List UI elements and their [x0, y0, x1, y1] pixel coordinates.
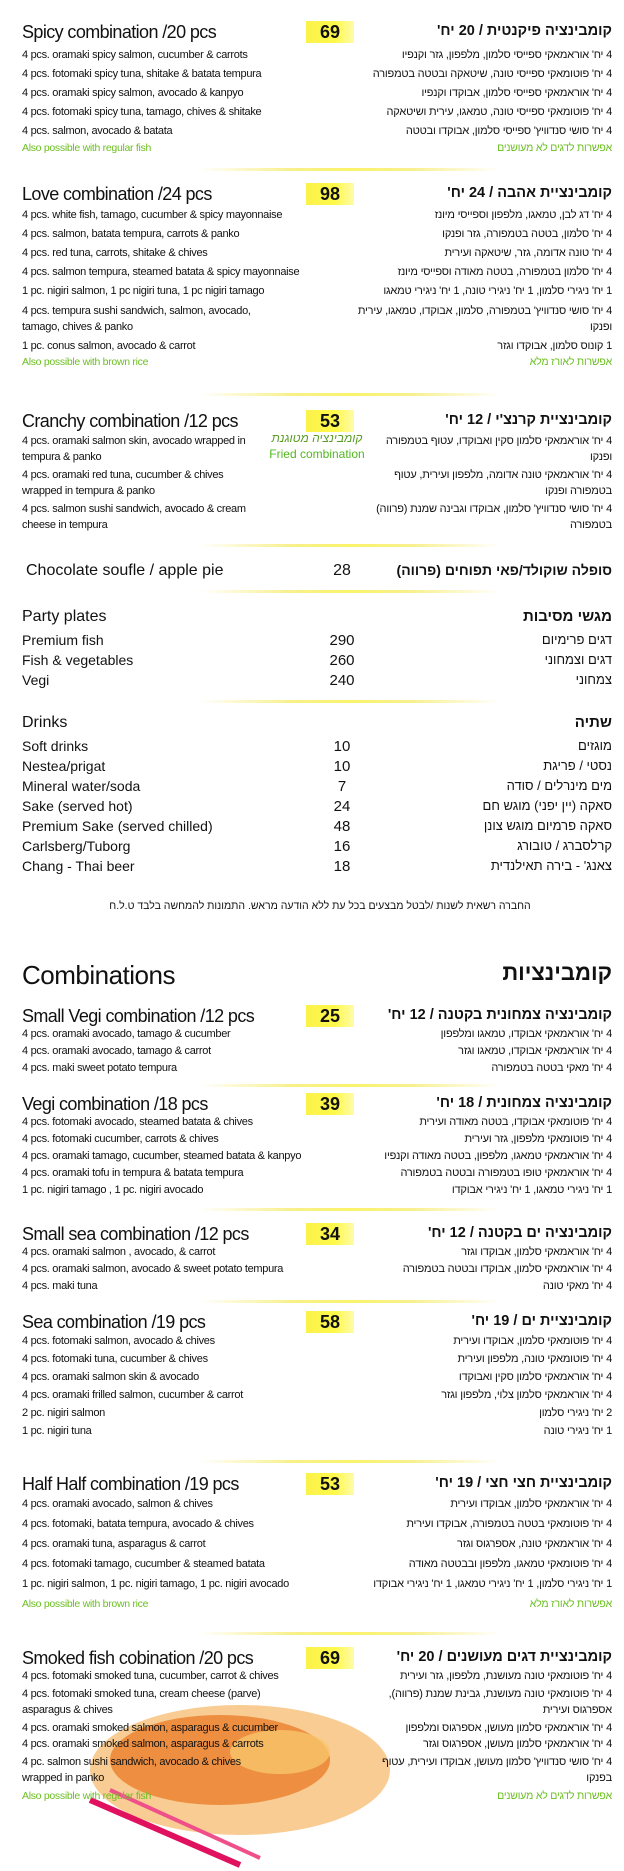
- menu-item-he: 1 יח' ניגירי טונה: [543, 1425, 612, 1437]
- section-title: Cranchy combination /12 pcs: [22, 411, 238, 431]
- row-label: Fish & vegetables: [22, 652, 134, 668]
- menu-item: 4 pcs. oramaki salmon skin & avocado: [22, 1371, 199, 1383]
- menu-item-he: 4 יח' אוראמאקי סלמון, אבוקדו ובטטה בטמפורה: [402, 1263, 612, 1275]
- drinks-title: Drinks: [22, 714, 68, 731]
- menu-item-he: 4 יח' אוראמאקי סלמון מעושן, אספרגוס וגזר: [422, 1738, 612, 1750]
- party-row: [22, 652, 612, 672]
- menu-item-he: 1 יח' ניגירי טמאגו, 1 יח' ניגירי אבוקדו: [451, 1184, 612, 1196]
- row-price: 24: [333, 798, 351, 815]
- menu-item: 4 pcs. oramaki red tuna, cucumber & chives wrapped in tempura & panko: [22, 469, 224, 497]
- menu-item-he: 4 יח' סושי סנדוויץ' סלמון, אבוקדו וגבינה שמנת (פרווה) בטמפורה: [376, 503, 612, 531]
- row-price: 16: [333, 838, 351, 855]
- menu-item-he: 4 יח' אוראמאקי סלמון מעושן, אספרגוס ומלפפון: [405, 1722, 612, 1734]
- drink-row: [22, 798, 612, 818]
- menu-item-he: 4 יח' פוטומאקי בטטה בטמפורה, אבוקדו ועירית: [406, 1518, 612, 1530]
- menu-item: 4 pcs. red tuna, carrots, shitake & chives: [22, 247, 208, 259]
- party-header: [22, 608, 612, 630]
- items-he: [350, 206, 612, 368]
- section-title: Vegi combination /18 pcs: [22, 1094, 208, 1114]
- menu-item-he: 1 קונוס סלמון, אבוקדו וגזר: [497, 340, 612, 352]
- divider: [200, 590, 500, 593]
- note-he: אפשרות לדגים לא מעושנים: [497, 1790, 612, 1802]
- menu-item-he: 4 יח' סושי סנדוויץ' סלמון מעושן, אבוקדו ועירית, עטוף בפנקו: [381, 1756, 612, 1784]
- menu-item-he: 4 יח' אוראמאקי טונה, אספרגוס וגזר: [457, 1538, 612, 1550]
- menu-item-he: 4 יח' אוראמאקי טונה אדומה, מלפפון ועירית, עטוף בטמפורה ופנקו: [394, 469, 612, 497]
- items-en: [22, 206, 322, 368]
- menu-item-he: 4 יח' אוראמאקי סלמון צלוי, מלפפון וגזר: [441, 1389, 612, 1401]
- menu-item: 4 pcs. oramaki salmon skin, avocado wrapped in tempura & panko: [22, 435, 246, 463]
- menu-item-he: 4 יח' סושי סנדוויץ' ספייסי סלמון, אבוקדו ובטטה: [405, 125, 612, 137]
- disclaimer: החברה רשאית לשנות /לבטל מבצעים בכל עת ללא הודעה מראש. התמונות להמחשה בלבד ט.ל.ח: [109, 900, 531, 912]
- note: Also possible with brown rice: [22, 356, 149, 368]
- fried-label-en: Fried combination: [269, 447, 365, 461]
- section-title: Smoked fish cobination /20 pcs: [22, 1648, 254, 1668]
- price-badge: 39: [306, 1093, 354, 1115]
- section-title-he: קומבינציית דגים מעושנים / 20 יח': [396, 1649, 612, 1665]
- dessert-row: [22, 562, 612, 582]
- menu-item: 4 pcs. salmon sushi sandwich, avocado & cream cheese in tempura: [22, 503, 246, 531]
- note-he: אפשרות לאורז מלא: [529, 1598, 612, 1610]
- note-he: אפשרות לדגים לא מעושנים: [497, 142, 612, 154]
- row-price: 10: [333, 738, 351, 755]
- note: Also possible with regular fish: [22, 1790, 152, 1802]
- price-badge: 98: [306, 183, 354, 205]
- row-price: 48: [333, 818, 351, 835]
- dessert-price: 28: [333, 562, 351, 579]
- section-title-he: קומבינציה צמחונית / 18 יח': [436, 1095, 612, 1111]
- fried-label-he: קומבינציה מטוגנת: [271, 431, 363, 445]
- menu-item: 4 pcs. salmon tempura, steamed batata & spicy mayonnaise: [22, 266, 300, 278]
- row-label: Mineral water/soda: [22, 778, 141, 794]
- menu-item: 4 pcs. fotomaki tuna, cucumber & chives: [22, 1353, 208, 1365]
- menu-item: 4 pcs. oramaki frilled salmon, cucumber & carrot: [22, 1389, 243, 1401]
- row-label: Carlsberg/Tuborg: [22, 838, 131, 854]
- menu-item-he: 4 יח' דג לבן, טמאגו, מלפפון וספייסי מיונז: [434, 209, 612, 221]
- combinations-title-he: קומבינציות: [502, 960, 612, 985]
- menu-item-he: 4 יח' פוטומאקי מלפפון, גזר ועירית: [464, 1133, 612, 1145]
- row-label-he: קרלסברג / טובורג: [517, 838, 612, 853]
- party-title: Party plates: [22, 608, 107, 625]
- menu-item: 4 pcs. oramaki avocado, salmon & chives: [22, 1498, 213, 1510]
- section-title: Love combination /24 pcs: [22, 184, 212, 204]
- divider: [200, 168, 500, 171]
- menu-item-he: 4 יח' אוראמאקי סלמון, אבוקדו ועירית: [450, 1498, 612, 1510]
- section-title: Small sea combination /12 pcs: [22, 1224, 249, 1244]
- section-title: Spicy combination /20 pcs: [22, 22, 217, 42]
- menu-item-he: 4 יח' אוראמאקי סלמון סקין ואבוקדו: [458, 1371, 612, 1383]
- menu-item-he: 4 יח' אוראמאקי ספייסי סלמון, מלפפון, גזר וקנפיו: [401, 49, 612, 61]
- menu-item: 4 pcs. fotomaki smoked tuna, cucumber, carrot & chives: [22, 1670, 279, 1682]
- menu-item-he: 4 יח' פוטומאקי טונה מעושנת, מלפפון, גזר ועירית: [399, 1670, 612, 1682]
- divider: [200, 1460, 500, 1463]
- section-title: Small Vegi combination /12 pcs: [22, 1006, 255, 1026]
- drinks-header: [22, 714, 612, 736]
- menu-item: 4 pcs. oramaki smoked salmon, asparagus & carrots: [22, 1738, 264, 1750]
- drink-row: [22, 738, 612, 758]
- menu-item: 4 pcs. oramaki spicy salmon, avocado & kanpyo: [22, 87, 244, 99]
- divider: [200, 544, 500, 547]
- menu-item-he: 4 יח' מאקי טונה: [542, 1280, 612, 1292]
- menu-item-he: 4 יח' אוראמאקי ספייסי סלמון, אבוקדו וקנפיו: [421, 87, 612, 99]
- items-he: [350, 1026, 612, 1077]
- menu-item-he: 4 יח' אוראמאקי אבוקדו, טמאגו וגזר: [458, 1045, 612, 1057]
- row-label-he: צמחוני: [575, 672, 612, 687]
- drink-row: [22, 858, 612, 878]
- price-badge: 53: [306, 410, 354, 432]
- party-row: [22, 632, 612, 652]
- section-title: Half Half combination /19 pcs: [22, 1474, 239, 1494]
- price-badge: 25: [306, 1005, 354, 1027]
- menu-item: 1 pc. nigiri salmon, 1 pc. nigiri tamago, 1 pc. nigiri avocado: [22, 1578, 289, 1590]
- section-title-he: קומבינציית ים / 19 יח': [471, 1313, 612, 1329]
- menu-item-he: 2 יח' ניגירי סלמון: [539, 1407, 612, 1419]
- row-price: 290: [329, 632, 355, 649]
- row-label: Vegi: [22, 672, 50, 688]
- items-he: [350, 1114, 612, 1199]
- row-label-he: צאנג' - בירה תאילנדית: [490, 858, 612, 873]
- dessert-name-he: סופלה שוקולד/פאי תפוחים (פרווה): [396, 562, 612, 578]
- menu-item: 4 pcs. fotomaki, batata tempura, avocado & chives: [22, 1518, 254, 1530]
- row-label: Premium Sake (served chilled): [22, 818, 213, 834]
- items-he: [360, 1668, 612, 1804]
- divider: [200, 700, 500, 703]
- row-label: Sake (served hot): [22, 798, 133, 814]
- menu-item: 1 pc. conus salmon, avocado & carrot: [22, 340, 196, 352]
- items-he: [364, 431, 612, 535]
- menu-item: 4 pcs. tempura sushi sandwich, salmon, avocado, tamago, chives & panko: [22, 305, 251, 333]
- items-en: [22, 1244, 322, 1295]
- menu-item-he: 4 יח' סושי סנדוויץ' בטמפורה, סלמון, אבוקדו, טמאגו, עירית ופנקו: [357, 305, 612, 333]
- drink-row: [22, 818, 612, 838]
- menu-item-he: 4 יח' אוראמאקי טמאגו, מלפפון, בטטה מאודה וקנפיו: [384, 1150, 612, 1162]
- section-title-he: קומבינציה פיקנטית / 20 יח': [436, 23, 612, 39]
- drink-row: [22, 758, 612, 778]
- menu-item-he: 4 יח' אוראמאקי סלמון סקין ואבוקדו, עטוף בטמפורה ופנקו: [385, 435, 612, 463]
- menu-item-he: 4 יח' פוטומאקי טונה, מלפפון ועירית: [457, 1353, 612, 1365]
- menu-item: 4 pcs. oramaki salmon, avocado & sweet potato tempura: [22, 1263, 284, 1275]
- menu-item: 4 pcs. maki sweet potato tempura: [22, 1062, 177, 1074]
- price-badge: 53: [306, 1473, 354, 1495]
- drink-row: [22, 838, 612, 858]
- items-he: [350, 46, 612, 155]
- menu-item: 4 pcs. fotomaki spicy tuna, shitake & batata tempura: [22, 68, 262, 80]
- section-title: Sea combination /19 pcs: [22, 1312, 206, 1332]
- menu-item-he: 4 יח' טונה אדומה, גזר, שיטאקה ועירית: [444, 247, 612, 259]
- row-label: Chang - Thai beer: [22, 858, 135, 874]
- items-en: [22, 1668, 282, 1804]
- menu-item: 2 pc. nigiri salmon: [22, 1407, 105, 1419]
- divider: [200, 393, 500, 396]
- row-label-he: נסטי / פריגת: [543, 758, 612, 773]
- menu-item: 4 pcs. fotomaki cucumber, carrots & chives: [22, 1133, 219, 1145]
- menu-item: 4 pcs. salmon, avocado & batata: [22, 125, 173, 137]
- fried-label: [262, 430, 372, 462]
- items-en: [22, 1332, 322, 1440]
- section-title-he: קומבינציית חצי חצי / 19 יח': [435, 1475, 612, 1491]
- drink-row: [22, 778, 612, 798]
- drinks-title-he: שתיה: [574, 714, 612, 731]
- items-en: [22, 1026, 322, 1077]
- section-title-he: קומבינציית קרנצ'י / 12 יח': [445, 412, 612, 428]
- items-he: [350, 1244, 612, 1295]
- menu-item: 4 pcs. oramaki smoked salmon, asparagus & cucumber: [22, 1722, 278, 1734]
- menu-item-he: 4 יח' מאקי בטטה בטמפורה: [491, 1062, 612, 1074]
- items-he: [350, 1332, 612, 1440]
- menu-item-he: 4 יח' אוראמאקי טופו בטמפורה ובטטה בטמפורה: [400, 1167, 612, 1179]
- menu-item-he: 4 יח' פוטומאקי סלמון, אבוקדו ועירית: [453, 1335, 612, 1347]
- note: Also possible with regular fish: [22, 142, 152, 154]
- menu-item: 1 pc. nigiri tuna: [22, 1425, 92, 1437]
- divider: [200, 1632, 500, 1635]
- menu-item-he: 4 יח' פוטומאקי אבוקדו, בטטה מאודה ועירית: [419, 1116, 612, 1128]
- row-label: Premium fish: [22, 632, 104, 648]
- menu-item-he: 4 יח' פוטומאקי ספייסי טונה, טמאגו, עירית ושיטאקה: [386, 106, 612, 118]
- row-price: 18: [333, 858, 351, 875]
- note: Also possible with brown rice: [22, 1598, 149, 1610]
- menu-item: 4 pcs. oramaki avocado, tamago & carrot: [22, 1045, 211, 1057]
- note-he: אפשרות לאורז מלא: [529, 356, 612, 368]
- price-badge: 34: [306, 1223, 354, 1245]
- menu-item-he: 4 יח' אוראמאקי אבוקדו, טמאגו ומלפפון: [440, 1028, 612, 1040]
- row-label-he: מים מינרלים / סודה: [506, 778, 612, 793]
- row-price: 260: [329, 652, 355, 669]
- menu-item: 4 pcs. fotomaki avocado, steamed batata & chives: [22, 1116, 253, 1128]
- items-en: [22, 431, 262, 535]
- menu-item: 4 pcs. oramaki tamago, cucumber, steamed batata & kanpyo: [22, 1150, 302, 1162]
- row-label: Soft drinks: [22, 738, 89, 754]
- menu-item: 4 pcs. oramaki tofu in tempura & batata tempura: [22, 1167, 244, 1179]
- section-title-he: קומבינציה צמחונית בקטנה / 12 יח': [387, 1007, 612, 1023]
- divider: [200, 1208, 500, 1211]
- row-price: 7: [337, 778, 347, 795]
- price-badge: 69: [306, 1647, 354, 1669]
- price-badge: 58: [306, 1311, 354, 1333]
- combinations-title-en: Combinations: [22, 960, 175, 990]
- menu-item-he: 4 יח' אוראמאקי סלמון, אבוקדו וגזר: [461, 1246, 612, 1258]
- menu-item: 4 pcs. fotomaki smoked tuna, cream cheese (parve) asparagus & chives: [22, 1688, 261, 1716]
- menu-item-he: 4 יח' סלמון, בטטה בטמפורה, גזר ופנקו: [442, 228, 612, 240]
- menu-item-he: 4 יח' סלמון בטמפורה, בטטה מאודה וספייסי מיונז: [397, 266, 612, 278]
- divider: [200, 1300, 500, 1303]
- menu-item: 4 pcs. salmon, batata tempura, carrots & panko: [22, 228, 240, 240]
- menu-item: 4 pcs. fotomaki spicy tuna, tamago, chives & shitake: [22, 106, 262, 118]
- party-title-he: מגשי מסיבות: [522, 608, 612, 625]
- divider: [200, 1084, 500, 1087]
- menu-item: 4 pc. salmon sushi sandwich, avocado & chives wrapped in panko: [22, 1756, 241, 1784]
- menu-item-he: 4 יח' פוטומאקי ספייסי טונה, שיטאקה ובטטה בטמפורה: [372, 68, 612, 80]
- row-label-he: סאקה (יין יפני) מוגש חם: [482, 798, 612, 813]
- menu-item: 4 pcs. maki tuna: [22, 1280, 98, 1292]
- menu-item: 4 pcs. oramaki salmon , avocado, & carrot: [22, 1246, 216, 1258]
- row-price: 240: [329, 672, 355, 689]
- menu-item-he: 1 יח' ניגירי סלמון, 1 יח' ניגירי טונה, 1 יח' ניגירי טמאגו: [383, 285, 612, 297]
- items-en: [22, 1114, 322, 1199]
- row-label-he: מוגזים: [578, 738, 612, 753]
- menu-item-he: 4 יח' פוטומאקי טמאגו, מלפפון ובבטטה מאודה: [408, 1558, 612, 1570]
- items-he: [350, 1494, 612, 1614]
- row-price: 10: [333, 758, 351, 775]
- price-badge: 69: [306, 21, 354, 43]
- dessert-name: Chocolate soufle / apple pie: [26, 562, 224, 579]
- row-label: Nestea/prigat: [22, 758, 106, 774]
- items-en: [22, 1494, 322, 1614]
- row-label-he: סאקה פרמיום מוגש צונן: [483, 818, 612, 833]
- row-label-he: דגים פרימיום: [541, 632, 612, 647]
- menu-item-he: 4 יח' פוטומאקי טונה מעושנת, גבינת שמנת (פרווה), אספרגוס ועירית: [388, 1688, 612, 1716]
- menu-item: 4 pcs. fotomaki tamago, cucumber & steamed batata: [22, 1558, 265, 1570]
- menu-item-he: 1 יח' ניגירי סלמון, 1 יח' ניגירי טמאגו, 1 יח' ניגירי אבוקדו: [373, 1578, 612, 1590]
- menu-item: 4 pcs. white fish, tamago, cucumber & spicy mayonnaise: [22, 209, 283, 221]
- section-title-he: קומבינציית אהבה / 24 יח': [447, 185, 612, 201]
- menu-item: 4 pcs. oramaki avocado, tamago & cucumber: [22, 1028, 231, 1040]
- row-label-he: דגים וצמחוני: [544, 652, 612, 667]
- menu-item: 1 pc. nigiri tamago , 1 pc. nigiri avocado: [22, 1184, 204, 1196]
- party-row: [22, 672, 612, 692]
- menu-item: 4 pcs. oramaki spicy salmon, cucumber & carrots: [22, 49, 248, 61]
- combinations-title: [22, 960, 612, 994]
- menu-item: 4 pcs. fotomaki salmon, avocado & chives: [22, 1335, 215, 1347]
- items-en: [22, 46, 322, 155]
- menu-item: 4 pcs. oramaki tuna, asparagus & carrot: [22, 1538, 206, 1550]
- section-title-he: קומבינציה ים בקטנה / 12 יח': [427, 1225, 612, 1241]
- menu-item: 1 pc. nigiri salmon, 1 pc nigiri tuna, 1 pc nigiri tamago: [22, 285, 265, 297]
